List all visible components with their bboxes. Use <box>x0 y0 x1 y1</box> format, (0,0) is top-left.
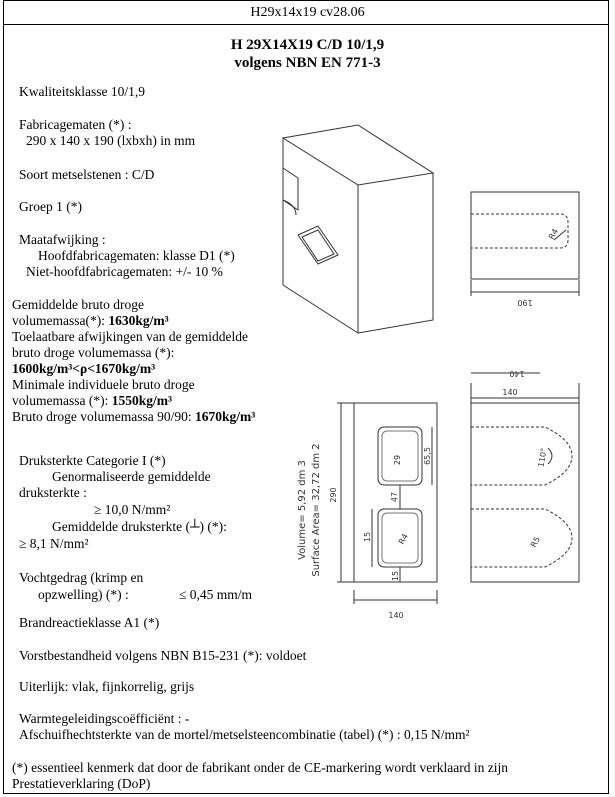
druksterkte-categorie: Druksterkte Categorie I (*) <box>19 453 166 468</box>
druksterkte-gem-value: ≥ 8,1 N/mm² <box>19 536 89 551</box>
warmtegeleiding: Warmtegeleidingscoëfficiënt : - <box>19 711 190 726</box>
product-code: H29x14x19 cv28.06 <box>250 5 365 20</box>
footnote-line1: (*) essentieel kenmerk dat door de fabrikant onder de CE-markering wordt verklaard in zijn <box>12 760 508 775</box>
dim-side-angle: 110° <box>536 447 549 468</box>
druksterkte-norm-line1: Genormaliseerde gemiddelde <box>52 469 211 484</box>
volume-label: Volume= 5,92 dm 3 <box>297 460 308 560</box>
dim-front-width: 140 <box>502 388 518 397</box>
druksterkte-norm-value: ≥ 10,0 N/mm² <box>94 502 171 517</box>
side-view-bottom <box>471 403 579 582</box>
fabricagematen-value: 290 x 140 x 190 (lxbxh) in mm <box>26 133 196 148</box>
dim-side-r2: R5 <box>528 535 543 549</box>
groep: Groep 1 (*) <box>19 199 82 214</box>
toelaatbaar-line2: bruto droge volumemassa (*): <box>12 345 175 360</box>
druksterkte-norm-line2: druksterkte : <box>19 485 87 500</box>
dim-bottom: 140 <box>388 611 404 620</box>
afschuifhechtsterkte: Afschuifhechtsterkte van de mortel/metselsteencombinatie (tabel) (*) : 0,15 N/mm² <box>19 727 470 742</box>
toelaatbaar-line1: Toelaatbare afwijkingen van de gemiddelde <box>12 329 248 344</box>
vochtgedrag-line2: opzwelling) (*) : <box>38 587 129 602</box>
uiterlijk: Uiterlijk: vlak, fijnkorrelig, grijs <box>19 679 195 694</box>
dim-side-small: 15 <box>363 531 372 543</box>
vorstbestandheid: Vorstbestandheid volgens NBN B15-231 (*): voldoet <box>19 648 307 663</box>
dim-bottom-small: 15 <box>391 570 400 582</box>
surface-area-label: Surface Area= 32,72 dm 2 <box>311 443 322 577</box>
vochtgedrag-value: ≤ 0,45 mm/m <box>179 587 253 602</box>
footnote-line2: Prestatieverklaring (DoP) <box>12 776 151 791</box>
product-title-line: H 29X14X19 C/D 10/1,9 <box>230 37 385 53</box>
dim-hole-height: 65,5 <box>423 447 432 465</box>
maatafwijking-niet: Niet-hoofdfabricagematen: +/- 10 % <box>26 264 223 279</box>
bruto-9090-value: 1670kg/m³ <box>194 409 256 424</box>
maatafwijking-hoofd: Hoofdfabricagematen: klasse D1 (*) <box>38 248 235 263</box>
dim-side-top: 140 <box>509 369 525 378</box>
brandreactieklasse: Brandreactieklasse A1 (*) <box>19 615 160 630</box>
dim-hole-r: R4 <box>396 532 411 546</box>
isometric-block <box>283 125 433 333</box>
dim-height: 290 <box>329 487 338 503</box>
fabricagematen-label: Fabricagematen (*) : <box>19 117 132 132</box>
gem-bruto-label: volumemassa(*): <box>12 313 109 328</box>
dim-hole-width: 29 <box>393 454 402 466</box>
dim-web: 47 <box>390 491 399 503</box>
maatafwijking-label: Maatafwijking : <box>19 232 106 247</box>
dim-top: 190 <box>517 298 533 307</box>
minimale-value: 1550kg/m³ <box>111 393 173 408</box>
druksterkte-gem: Gemiddelde druksterkte (┴) (*): <box>52 519 227 534</box>
kwaliteitsklasse: Kwaliteitsklasse 10/1,9 <box>19 84 145 99</box>
gem-bruto-line1: Gemiddelde bruto droge <box>12 297 144 312</box>
product-subtitle: volgens NBN EN 771-3 <box>234 55 381 71</box>
toelaatbaar-value: 1600kg/m³<ρ<1670kg/m³ <box>12 361 156 376</box>
minimale-line1: Minimale individuele bruto droge <box>12 377 195 392</box>
dim-side-r: R4 <box>546 227 561 241</box>
soort-metselstenen: Soort metselstenen : C/D <box>19 167 155 182</box>
minimale-label: volumemassa (*): <box>12 393 112 408</box>
side-view-top <box>471 192 579 296</box>
bruto-9090-label: Bruto droge volumemassa 90/90: <box>12 409 195 424</box>
vochtgedrag-line1: Vochtgedrag (krimp en <box>19 570 144 585</box>
front-view <box>337 403 437 604</box>
gem-bruto-value: 1630kg/m³ <box>108 313 169 328</box>
